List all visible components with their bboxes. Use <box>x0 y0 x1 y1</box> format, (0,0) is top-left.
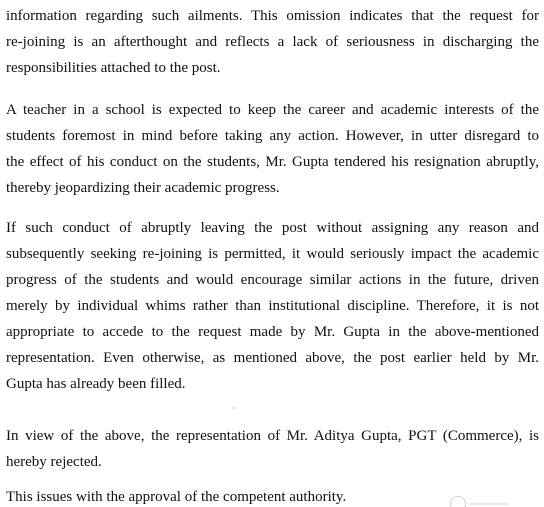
paragraph-conduct-impact <box>6 215 539 397</box>
text-line: In view of the above, the representation of Mr. Aditya Gupta, PGT (Commerce), is <box>6 428 539 444</box>
text-line: information regarding such ailments. This omission indicates that the request for <box>6 8 539 24</box>
text-line: appropriate to accede to the request made by Mr. Gupta in the above-mentioned <box>6 324 539 340</box>
text-line: hereby rejected. <box>6 454 102 470</box>
text-line: subsequently seeking re-joining is permitted, it would seriously impact the academic <box>6 246 539 262</box>
text-line: Gupta has already been filled. <box>6 376 186 392</box>
text-line: the effect of his conduct on the students, Mr. Gupta tendered his resignation abruptly, <box>6 154 539 170</box>
stamp-mark-icon <box>450 496 466 507</box>
text-line: responsibilities attached to the post. <box>6 60 221 76</box>
text-line: representation. Even otherwise, as mentioned above, the post earlier held by Mr. <box>6 350 539 366</box>
text-line: re-joining is an afterthought and reflects a lack of seriousness in discharging the <box>6 34 539 50</box>
text-line: A teacher in a school is expected to keep the career and academic interests of the <box>6 102 539 118</box>
paragraph-decision <box>6 423 539 475</box>
text-line: If such conduct of abruptly leaving the post without assigning any reason and <box>6 220 539 236</box>
paragraph-teacher-duty <box>6 97 539 201</box>
text-line: This issues with the approval of the competent authority. <box>6 489 347 505</box>
text-line: students foremost in mind before taking any action. However, in utter disregard to <box>6 128 539 144</box>
paragraph-omission-remark <box>6 3 539 81</box>
stamp-mark-trail <box>469 503 509 505</box>
scan-speck <box>233 407 235 409</box>
text-line: progress of the students and would encourage similar actions in the future, driven <box>6 272 539 288</box>
text-line: merely by individual whims rather than institutional discipline. Therefore, it is not <box>6 298 539 314</box>
text-line: thereby jeopardizing their academic progress. <box>6 180 280 196</box>
